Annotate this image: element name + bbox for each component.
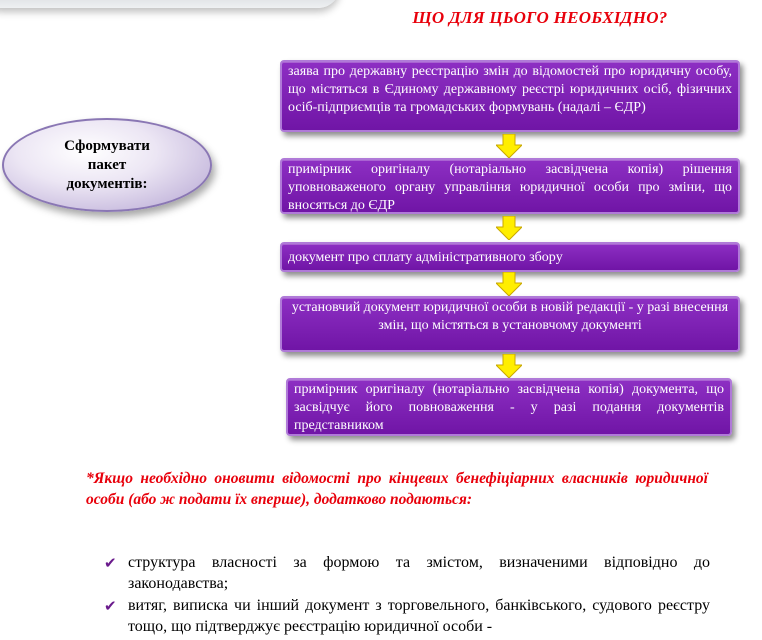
list-item bbox=[104, 595, 710, 637]
step-text-3: документ про сплату адміністративного зборy bbox=[288, 250, 563, 265]
step-box-5 bbox=[286, 378, 732, 436]
beneficiary-note: *Якщо необхідно оновити відомості про кінцевих бенефіціарних власників юридичної особи (або ж подати їх вперше), додатково подаються: bbox=[86, 470, 708, 508]
step-text-5: примірник оригіналу (нотаріально засвідчена копія) документа, що засвідчує його повноваження - у разі подання документів представником bbox=[294, 382, 724, 433]
step-text-1: заява про державну реєстрацію змін до відомостей про юридичну особу, що містяться в Єдиному державному реєстрі юридичних осіб, фізичних осіб-підприємців та громадських формувань (надалі – ЄДР) bbox=[288, 64, 732, 115]
step-text-2: примірник оригіналу (нотаріально засвідчена копія) рішення уповноваженого органу управління юридичної особи про зміни, що вносяться до ЄДР bbox=[288, 162, 732, 213]
top-banner-shape bbox=[0, 0, 340, 8]
page-heading: ЩО ДЛЯ ЦЬОГО НЕОБХІДНО? bbox=[412, 8, 668, 27]
down-arrow-icon bbox=[496, 354, 522, 378]
step-box-2 bbox=[280, 158, 740, 214]
step-box-1 bbox=[280, 60, 740, 132]
step-box-4 bbox=[280, 296, 740, 352]
down-arrow-icon bbox=[496, 216, 522, 240]
list-item bbox=[104, 552, 710, 594]
down-arrow-icon bbox=[496, 134, 522, 158]
checkmark-icon: ✔ bbox=[104, 597, 117, 615]
step-text-4: установчий документ юридичної особи в новій редакції - у разі внесення змін, що містяться в установчому документі bbox=[291, 300, 729, 333]
ellipse-label: Сформувати пакет документів: bbox=[64, 137, 150, 192]
list-item-text: витяг, виписка чи інший документ з торговельного, банківського, судового реєстру тощо, що підтверджує реєстрацію юридичної особи - bbox=[128, 597, 710, 635]
checkmark-icon: ✔ bbox=[104, 554, 117, 572]
list-item-text: структура власності за формою та змістом, визначеними відповідно до законодавства; bbox=[128, 554, 710, 592]
additional-docs-list bbox=[104, 552, 710, 638]
step-box-3 bbox=[280, 242, 740, 272]
down-arrow-icon bbox=[496, 272, 522, 296]
step-label-ellipse bbox=[2, 118, 212, 212]
